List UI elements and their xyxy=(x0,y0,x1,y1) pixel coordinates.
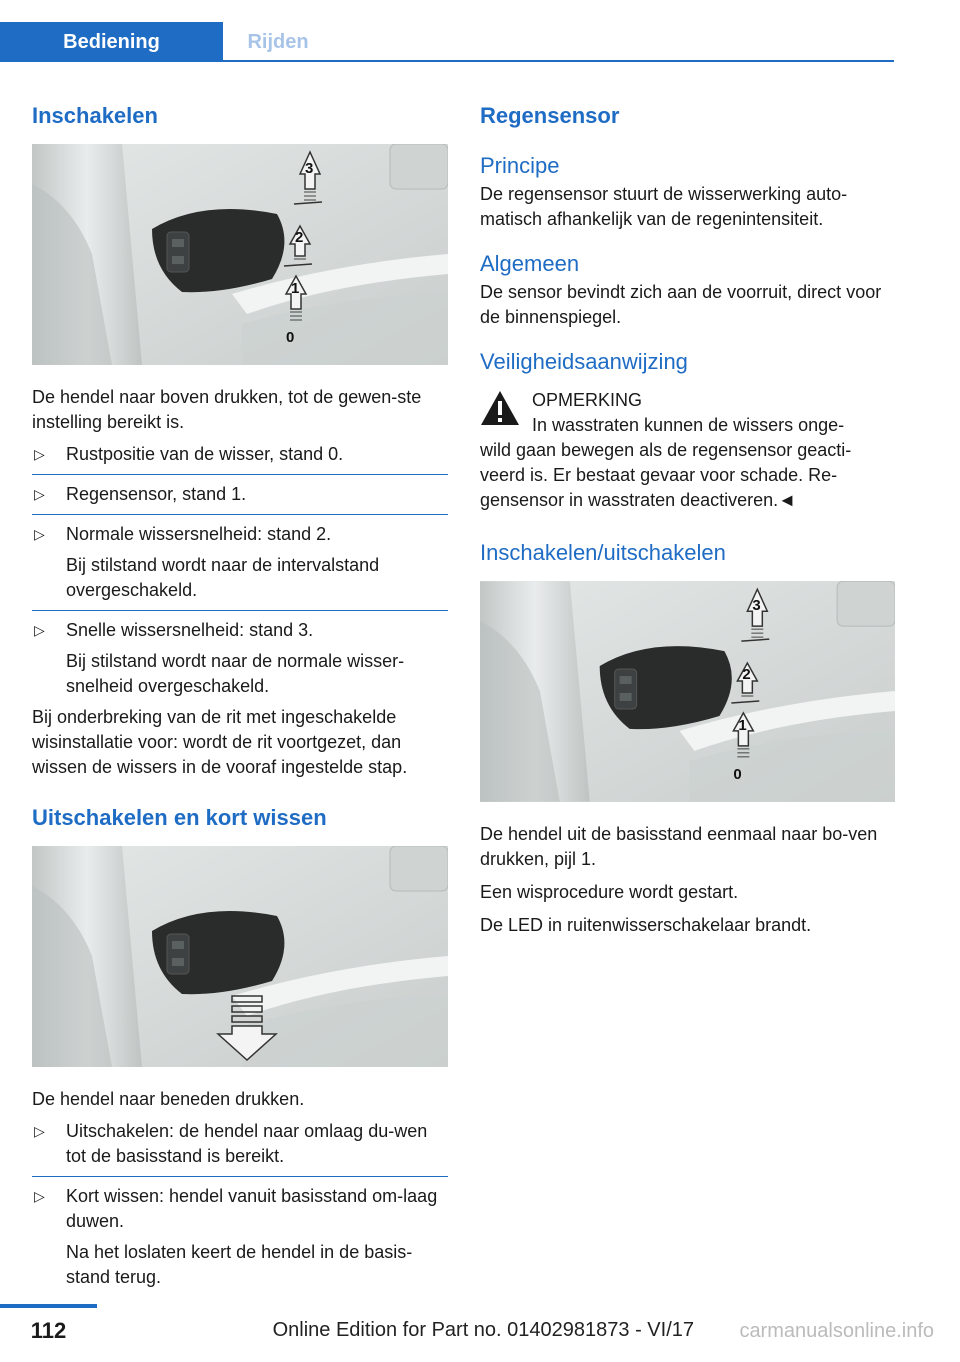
switch-text-2: Een wisprocedure wordt gestart. xyxy=(480,882,739,902)
subsection-title-veiligheid: Veiligheidsaanwijzing xyxy=(480,349,688,374)
list-separator xyxy=(32,514,448,515)
triangle-right-outline-icon: ▷ xyxy=(34,1188,45,1204)
triangle-right-outline-icon: ▷ xyxy=(34,486,45,502)
section-title-uitschakelen: Uitschakelen en kort wissen xyxy=(32,805,327,830)
list-separator xyxy=(32,1176,448,1177)
lever-up-drawing xyxy=(32,144,448,365)
fig3-label-3: 3 xyxy=(752,597,761,615)
list-item: ▷ Kort wissen: hendel vanuit basisstand om-laag duwen. Na het loslaten keert de hendel in de basis-stand terug. xyxy=(34,1186,438,1287)
list-item: ▷ Snelle wissersnelheid: stand 3. Bij stilstand wordt naar de normale wisser-snelheid overgeschakeld. xyxy=(34,620,405,696)
principe-text: De regensensor stuurt de wisserwerking auto-matisch afhankelijk van de regenintensiteit. xyxy=(480,184,848,229)
right-column xyxy=(480,100,896,938)
fig1-label-3: 3 xyxy=(305,160,314,177)
list-item: ▷ Uitschakelen: de hendel naar omlaag du-wen tot de basisstand is bereikt. xyxy=(34,1121,428,1166)
s1-intro: De hendel naar boven drukken, tot de gewen-ste instelling bereikt is. xyxy=(32,387,422,432)
page-number: 112 xyxy=(30,1318,67,1343)
fig1-label-1: 1 xyxy=(291,280,300,297)
fig3-label-2: 2 xyxy=(742,666,751,684)
switch-text-1: De hendel uit de basisstand eenmaal naar bo-ven drukken, pijl 1. xyxy=(480,824,878,869)
lever-down-drawing xyxy=(32,846,448,1067)
tab-rijden[interactable]: Rijden xyxy=(247,31,309,53)
fig1-label-2: 2 xyxy=(295,229,304,246)
triangle-right-outline-icon: ▷ xyxy=(34,526,45,542)
list-separator xyxy=(32,474,448,475)
list-item: ▷ Rustpositie van de wisser, stand 0. xyxy=(32,442,448,467)
chapter-tabbar xyxy=(0,0,894,62)
header-rule xyxy=(0,60,894,62)
list-separator xyxy=(32,610,448,611)
s2-intro: De hendel naar beneden drukken. xyxy=(32,1089,305,1109)
fig3-label-0: 0 xyxy=(733,765,742,783)
watermark: carmanualsonline.info xyxy=(739,1320,934,1342)
fig1-label-0: 0 xyxy=(286,329,295,346)
warning-notice xyxy=(480,388,896,513)
list-item: ▷ Regensensor, stand 1. xyxy=(32,482,448,507)
s1-list xyxy=(32,442,448,699)
wiper-lever-up-illustration xyxy=(32,144,448,365)
lever-rain-sensor-drawing xyxy=(480,581,895,802)
section-title-regensensor: Regensensor xyxy=(480,103,620,128)
subsection-title-algemeen: Algemeen xyxy=(480,251,580,276)
fig3-label-1: 1 xyxy=(738,716,747,734)
warning-label: OPMERKING xyxy=(532,390,643,410)
rain-sensor-lever-illustration xyxy=(480,581,895,802)
switch-text-3: De LED in ruitenwisserschakelaar brandt. xyxy=(480,915,812,935)
list-item: ▷ Normale wissersnelheid: stand 2. Bij stilstand wordt naar de intervalstand overgeschakeld. xyxy=(34,524,380,600)
warning-line1: In wasstraten kunnen de wissers onge- xyxy=(532,415,845,435)
algemeen-text: De sensor bevindt zich aan de voorruit, direct voor de binnenspiegel. xyxy=(480,282,882,327)
triangle-right-outline-icon: ▷ xyxy=(34,622,45,638)
subsection-title-principe: Principe xyxy=(480,153,560,178)
triangle-right-outline-icon: ▷ xyxy=(34,446,45,462)
s2-list xyxy=(32,1119,448,1290)
tab-bediening[interactable]: Bediening xyxy=(0,22,223,60)
triangle-right-outline-icon: ▷ xyxy=(34,1123,45,1139)
s1-outro: Bij onderbreking van de rit met ingeschakelde wisinstallatie voor: wordt de rit voortgezet, dan wissen de wissers in de vooraf ingestelde stap. xyxy=(32,707,408,777)
edition-note: Online Edition for Part no. 01402981873 - VI/17 xyxy=(272,1319,694,1341)
section-title-inschakelen: Inschakelen xyxy=(32,103,158,128)
warning-triangle-icon xyxy=(480,390,520,426)
footer-rule xyxy=(0,1304,97,1308)
left-column xyxy=(32,100,448,1290)
subsection-title-inschakelen-uitschakelen: Inschakelen/uitschakelen xyxy=(480,540,726,565)
wiper-lever-down-illustration xyxy=(32,846,448,1067)
warning-rest: wild gaan bewegen als de regensensor geacti-veerd is. Er bestaat gevaar voor schade. Re-gensensor in wasstraten deactiveren.◄ xyxy=(480,440,852,510)
